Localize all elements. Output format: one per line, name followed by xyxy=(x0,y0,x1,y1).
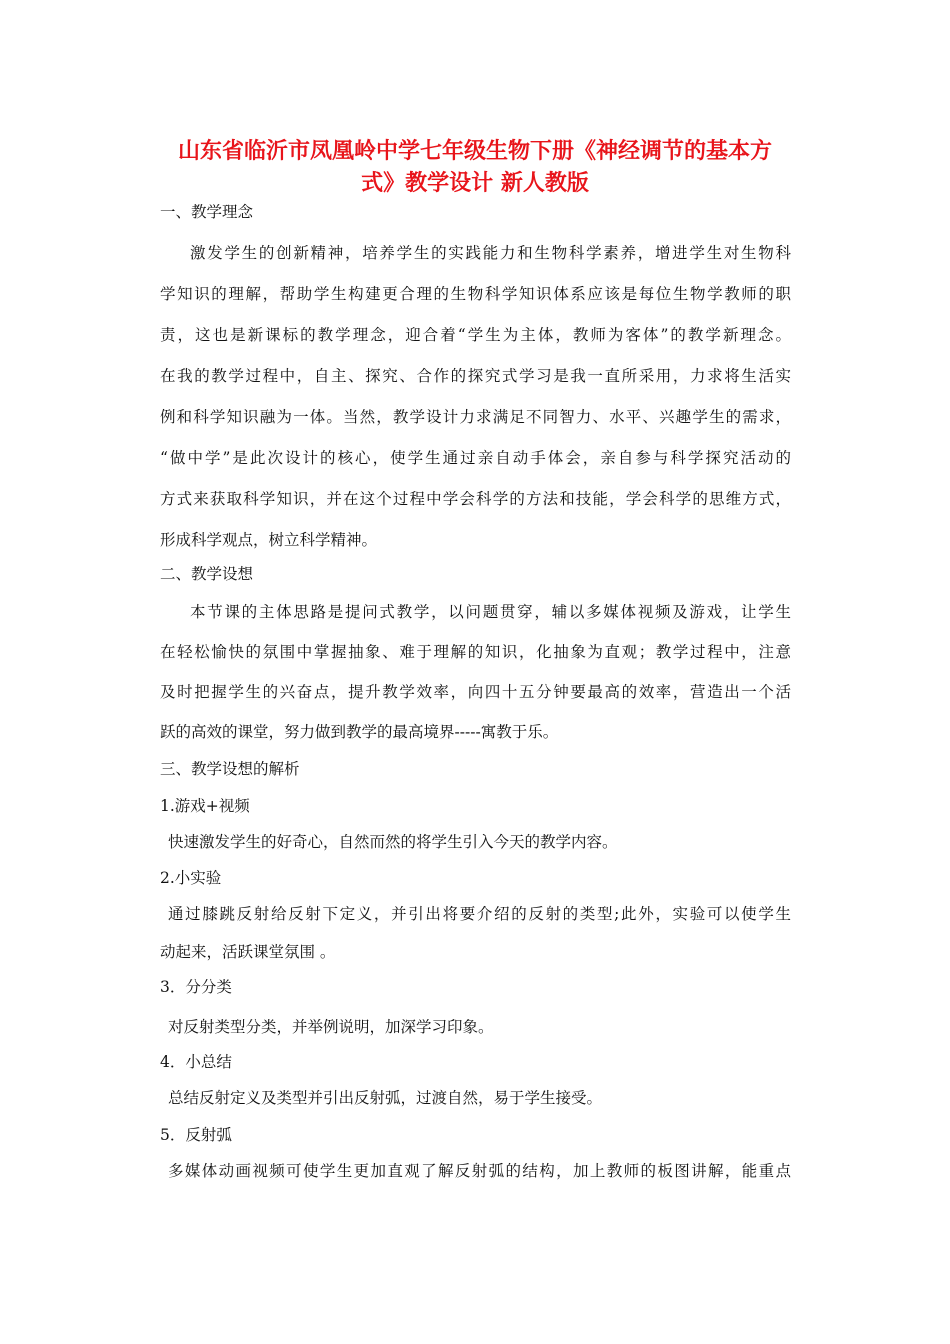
item-2-text: 通过膝跳反射给反射下定义，并引出将要介绍的反射的类型;此外，实验可以使学生 xyxy=(168,905,791,923)
section-1-paragraph-line: 学知识的理解，帮助学生构建更合理的生物科学知识体系应该是每位生物学教师的职 xyxy=(160,285,791,303)
section-1-paragraph-line: 责，这也是新课标的教学理念，迎合着“学生为主体，教师为客体”的教学新理念。 xyxy=(160,326,791,344)
section-3-heading: 三、教学设想的解析 xyxy=(160,760,300,778)
section-1-paragraph-line: 形成科学观点，树立科学精神。 xyxy=(160,531,378,549)
section-1-paragraph-line: 在我的教学过程中，自主、探究、合作的探究式学习是我一直所采用，力求将生活实 xyxy=(160,367,791,385)
item-2-heading: 2.小实验 xyxy=(160,869,222,887)
item-1-text: 快速激发学生的好奇心，自然而然的将学生引入今天的教学内容。 xyxy=(168,833,618,851)
item-3-heading: 3．分分类 xyxy=(160,978,232,996)
item-1-heading: 1.游戏+视频 xyxy=(160,797,250,815)
section-1-heading: 一、教学理念 xyxy=(160,203,254,221)
item-2-text: 动起来，活跃课堂氛围 。 xyxy=(160,943,336,961)
document-title-line-1: 山东省临沂市凤凰岭中学七年级生物下册《神经调节的基本方 xyxy=(177,138,772,164)
section-1-paragraph-line: 方式来获取科学知识，并在这个过程中学会科学的方法和技能，学会科学的思维方式， xyxy=(160,490,791,508)
section-1-paragraph-line: 激发学生的创新精神，培养学生的实践能力和生物科学素养，增进学生对生物科 xyxy=(190,244,791,262)
item-5-heading: 5．反射弧 xyxy=(160,1126,232,1144)
section-1-paragraph-line: 例和科学知识融为一体。当然，教学设计力求满足不同智力、水平、兴趣学生的需求， xyxy=(160,408,791,426)
section-1-paragraph-line: “做中学”是此次设计的核心，使学生通过亲自动手体会，亲自参与科学探究活动的 xyxy=(160,449,791,467)
item-4-text: 总结反射定义及类型并引出反射弧，过渡自然，易于学生接受。 xyxy=(168,1089,603,1107)
section-2-paragraph-line: 及时把握学生的兴奋点，提升教学效率，向四十五分钟要最高的效率，营造出一个活 xyxy=(160,683,791,701)
document-title-line-2: 式》教学设计 新人教版 xyxy=(361,170,589,196)
section-2-paragraph-line: 在轻松愉快的氛围中掌握抽象、难于理解的知识，化抽象为直观；教学过程中，注意 xyxy=(160,643,791,661)
section-2-heading: 二、教学设想 xyxy=(160,565,254,583)
section-2-paragraph-line: 本节课的主体思路是提问式教学，以问题贯穿，辅以多媒体视频及游戏，让学生 xyxy=(190,603,791,621)
item-5-text: 多媒体动画视频可使学生更加直观了解反射弧的结构，加上教师的板图讲解，能重点 xyxy=(168,1162,791,1180)
item-3-text: 对反射类型分类，并举例说明，加深学习印象。 xyxy=(168,1018,494,1036)
section-2-paragraph-line: 跃的高效的课堂，努力做到教学的最高境界-----寓教于乐。 xyxy=(160,723,559,741)
item-4-heading: 4．小总结 xyxy=(160,1053,232,1071)
